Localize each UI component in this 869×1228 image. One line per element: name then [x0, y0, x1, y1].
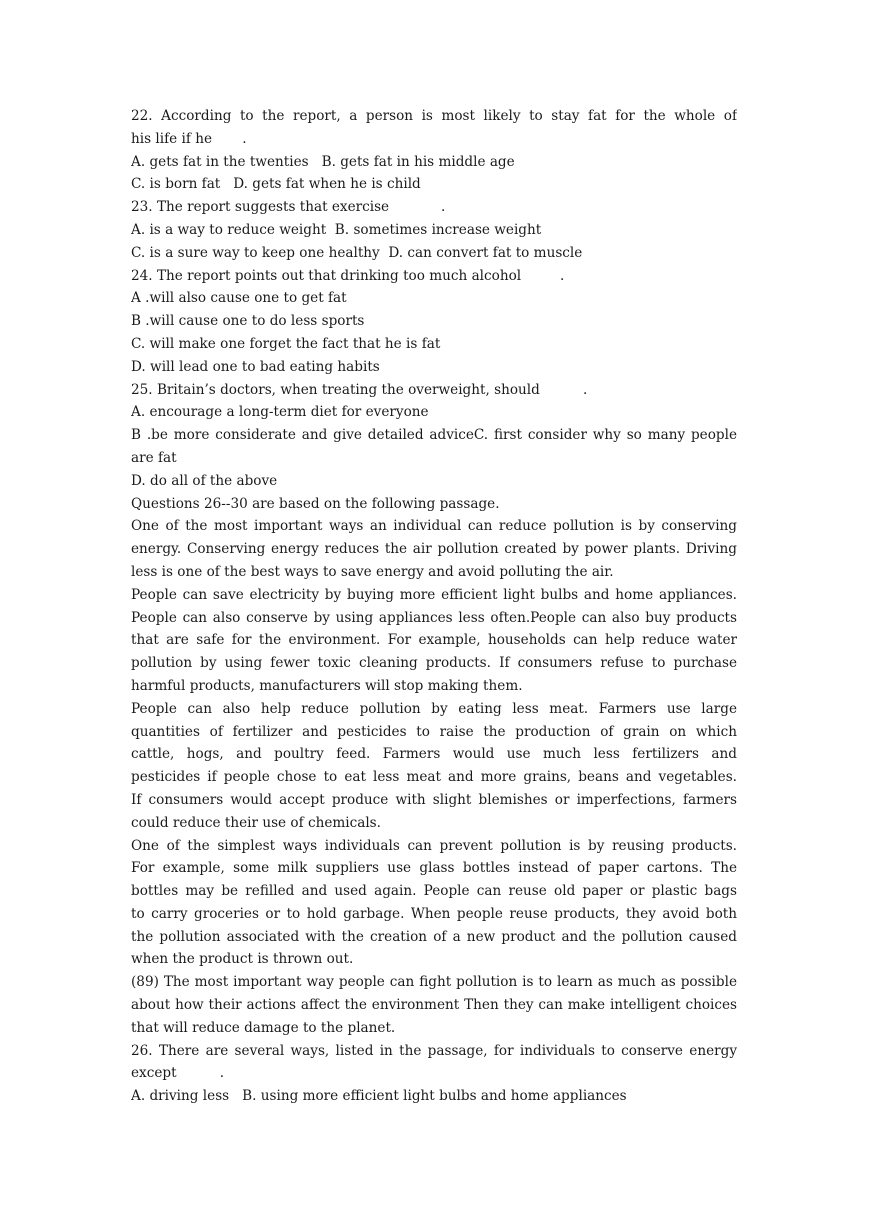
text-line: about how their actions affect the environment Then they can make intelligent choices [131, 997, 737, 1014]
text-line: that will reduce damage to the planet. [131, 1019, 396, 1036]
text-line: One of the most important ways an individual can reduce pollution is by conserving [131, 518, 737, 535]
text-line: harmful products, manufacturers will stop making them. [131, 677, 523, 694]
text-line: People can also help reduce pollution by eating less meat. Farmers use large [131, 700, 737, 717]
text-line: the pollution associated with the creation of a new product and the pollution caused [131, 928, 737, 945]
text-line: C. is a sure way to keep one healthy D. can convert fat to muscle [131, 244, 583, 261]
text-line: less is one of the best ways to save energy and avoid polluting the air. [131, 563, 614, 580]
text-line: 26. There are several ways, listed in the passage, for individuals to conserve energy [131, 1042, 737, 1059]
text-line: 24. The report points out that drinking too much alcohol . [131, 267, 565, 284]
text-line: Questions 26--30 are based on the following passage. [131, 495, 500, 512]
text-line: are fat [131, 449, 177, 466]
text-line: A. gets fat in the twenties B. gets fat in his middle age [131, 153, 515, 170]
text-line: 25. Britain’s doctors, when treating the overweight, should . [131, 381, 588, 398]
text-line: A .will also cause one to get fat [131, 290, 347, 307]
text-line: that are safe for the environment. For example, households can help reduce water [131, 632, 737, 649]
text-line: quantities of fertilizer and pesticides to raise the production of grain on which [131, 723, 737, 740]
text-line: except . [131, 1065, 225, 1082]
text-line: bottles may be refilled and used again. People can reuse old paper or plastic bags [131, 883, 737, 900]
document-page [131, 105, 737, 1108]
text-line: D. do all of the above [131, 472, 278, 489]
text-line: (89) The most important way people can fight pollution is to learn as much as possible [131, 974, 737, 991]
text-line: A. encourage a long-term diet for everyone [131, 404, 429, 421]
text-line: 23. The report suggests that exercise . [131, 199, 446, 216]
text-line: pollution by using fewer toxic cleaning products. If consumers refuse to purchase [131, 655, 737, 672]
text-line: B .be more considerate and give detailed adviceC. first consider why so many people [131, 427, 737, 444]
text-line: his life if he . [131, 130, 247, 147]
text-line: could reduce their use of chemicals. [131, 814, 381, 831]
text-line: A. is a way to reduce weight B. sometimes increase weight [131, 221, 542, 238]
text-line: People can save electricity by buying more efficient light bulbs and home appliances. [131, 586, 737, 603]
text-line: C. is born fat D. gets fat when he is child [131, 176, 421, 193]
text-line: C. will make one forget the fact that he is fat [131, 335, 441, 352]
text-line: D. will lead one to bad eating habits [131, 358, 380, 375]
text-line: pesticides if people chose to eat less meat and more grains, beans and vegetables. [131, 769, 737, 786]
text-line: B .will cause one to do less sports [131, 313, 365, 330]
text-line: energy. Conserving energy reduces the air pollution created by power plants. Driving [131, 541, 737, 558]
text-line: For example, some milk suppliers use glass bottles instead of paper cartons. The [131, 860, 737, 877]
text-line: People can also conserve by using appliances less often.People can also buy products [131, 609, 737, 626]
text-line: to carry groceries or to hold garbage. When people reuse products, they avoid both [131, 905, 737, 922]
text-line: If consumers would accept produce with slight blemishes or imperfections, farmers [131, 791, 737, 808]
text-line: 22. According to the report, a person is most likely to stay fat for the whole of [131, 108, 737, 124]
text-line: A. driving less B. using more efficient light bulbs and home appliances [131, 1088, 627, 1105]
text-line: when the product is thrown out. [131, 951, 354, 968]
text-line: cattle, hogs, and poultry feed. Farmers would use much less fertilizers and [131, 746, 737, 763]
text-line: One of the simplest ways individuals can prevent pollution is by reusing products. [131, 837, 737, 854]
